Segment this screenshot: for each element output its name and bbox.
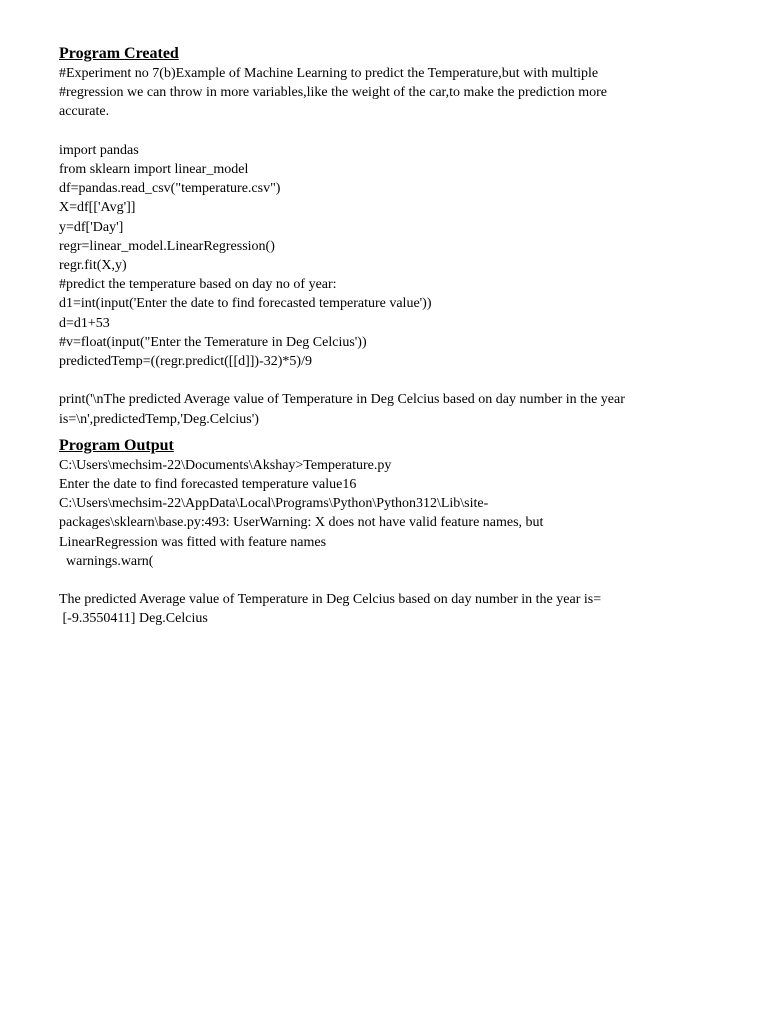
program-output-block [59, 456, 739, 629]
output-line: The predicted Average value of Temperature in Deg Celcius based on day number in the year is= [59, 592, 602, 608]
output-line: [-9.3550411] Deg.Celcius [59, 611, 208, 627]
code-line: #Experiment no 7(b)Example of Machine Learning to predict the Temperature,but with multiple [59, 66, 599, 81]
code-line: X=df[['Avg']] [59, 200, 136, 216]
code-line: #predict the temperature based on day no of year: [59, 277, 337, 293]
blank-line [59, 371, 739, 390]
blank-line [59, 122, 739, 141]
output-line: LinearRegression was fitted with feature names [59, 534, 327, 550]
code-line: print('\nThe predicted Average value of Temperature in Deg Celcius based on day number in the year [59, 392, 625, 408]
code-line: #v=float(input("Enter the Temerature in Deg Celcius')) [59, 334, 367, 350]
program-output-section [59, 436, 739, 629]
blank-line [59, 571, 739, 590]
code-line: df=pandas.read_csv("temperature.csv") [59, 181, 281, 197]
code-line: y=df['Day'] [59, 219, 124, 235]
code-line: d=d1+53 [59, 315, 110, 331]
code-line: from sklearn import linear_model [59, 162, 249, 177]
code-line: regr=linear_model.LinearRegression() [59, 238, 275, 254]
code-line: accurate. [59, 104, 110, 120]
code-line: predictedTemp=((regr.predict([[d]])-32)*5)/9 [59, 354, 312, 370]
output-line: C:\Users\mechsim-22\Documents\Akshay>Temperature.py [59, 457, 392, 473]
program-output-heading: Program Output [59, 436, 174, 454]
code-line: regr.fit(X,y) [59, 258, 127, 274]
output-line: packages\sklearn\base.py:493: UserWarning: X does not have valid feature names, but [59, 515, 544, 531]
output-line: Enter the date to find forecasted temperature value16 [59, 477, 357, 493]
program-created-heading: Program Created [59, 45, 179, 62]
document-page [59, 44, 739, 629]
code-line: d1=int(input('Enter the date to find forecasted temperature value')) [59, 296, 432, 312]
output-line: C:\Users\mechsim-22\AppData\Local\Programs\Python\Python312\Lib\site- [59, 496, 489, 512]
output-line: warnings.warn( [59, 553, 154, 569]
code-line: #regression we can throw in more variables,like the weight of the car,to make the prediction more [59, 85, 607, 101]
code-line: is=\n',predictedTemp,'Deg.Celcius') [59, 411, 259, 427]
program-code-block [59, 64, 739, 429]
code-line: import pandas [59, 142, 139, 158]
program-created-section [59, 44, 739, 429]
